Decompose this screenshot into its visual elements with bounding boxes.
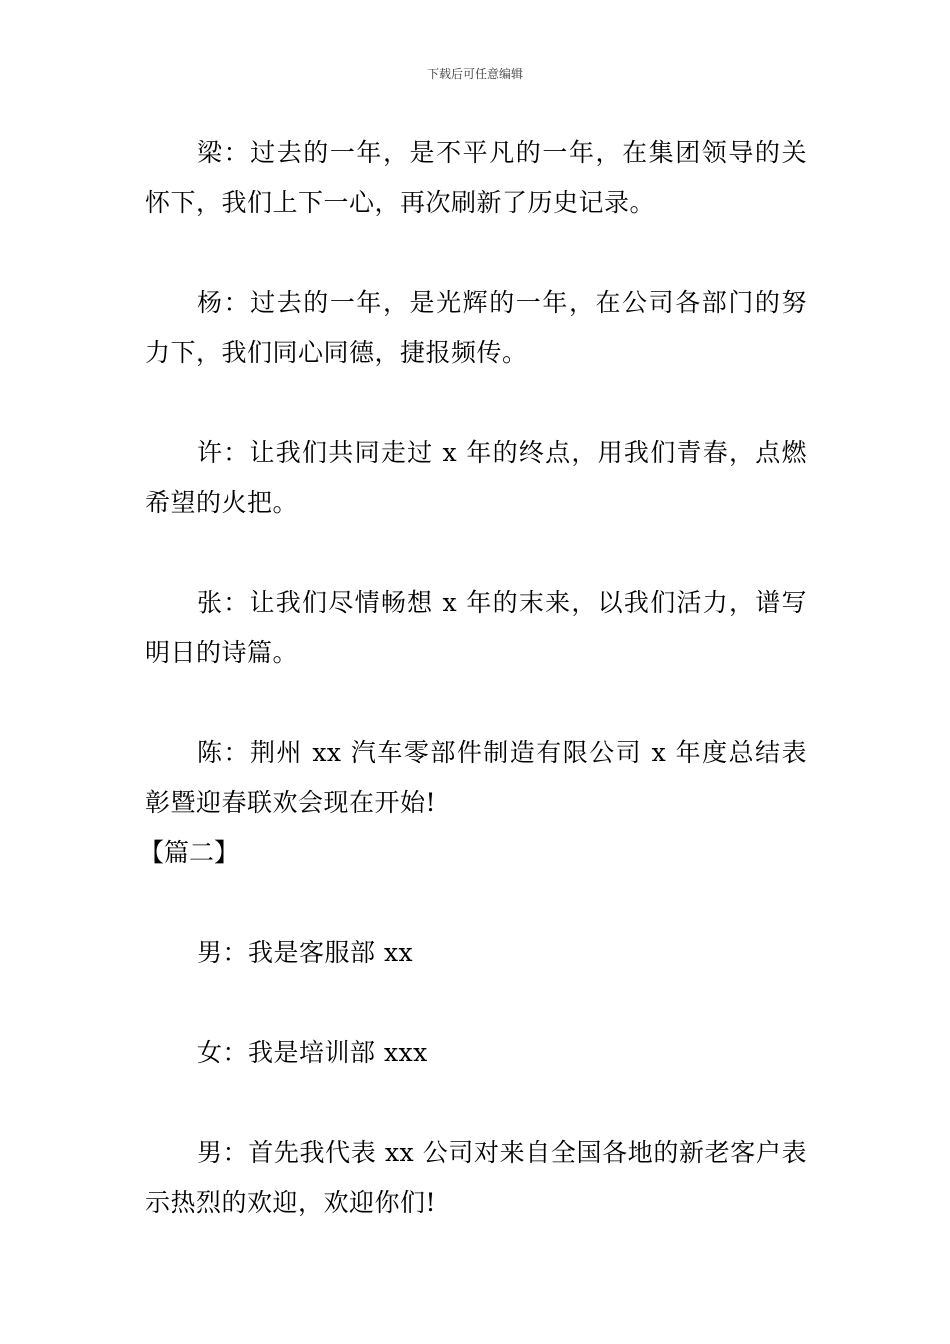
paragraph-male-1: 男：我是客服部 xx [197, 938, 414, 967]
paragraph-zhang: 张：让我们尽情畅想 x 年的末来，以我们活力，谱写明日的诗篇。 [145, 588, 807, 667]
paragraph-gap [145, 878, 807, 928]
paragraph-xu: 许：让我们共同走过 x 年的终点，用我们青春，点燃希望的火把。 [145, 438, 807, 517]
page-header: 下载后可任意编辑 [426, 67, 523, 81]
paragraph-gap [145, 228, 807, 278]
document-body [139, 128, 807, 1228]
paragraph-gap [145, 378, 807, 428]
paragraph-gap [145, 978, 807, 1028]
paragraph-female-1: 女：我是培训部 xxx [197, 1038, 428, 1067]
paragraph-gap [145, 528, 807, 578]
paragraph-chen: 陈：荆州 xx 汽车零部件制造有限公司 x 年度总结表彰暨迎春联欢会现在开始! [145, 738, 807, 817]
paragraph-liang: 梁：过去的一年，是不平凡的一年，在集团领导的关怀下，我们上下一心，再次刷新了历史记录。 [145, 138, 807, 217]
section-title: 【篇二】 [139, 838, 240, 867]
paragraph-gap [145, 1078, 807, 1128]
paragraph-gap [145, 678, 807, 728]
paragraph-male-2: 男：首先我代表 xx 公司对来自全国各地的新老客户表示热烈的欢迎，欢迎你们! [145, 1138, 807, 1217]
paragraph-yang: 杨：过去的一年，是光辉的一年，在公司各部门的努力下，我们同心同德，捷报频传。 [145, 288, 807, 367]
